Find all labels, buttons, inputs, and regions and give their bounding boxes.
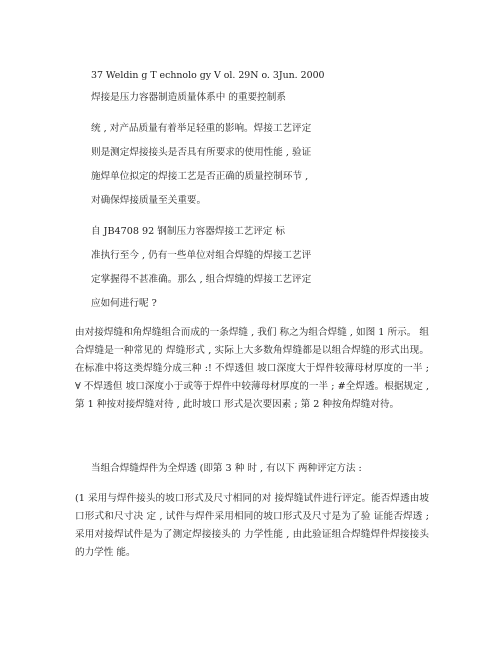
intro-line: 定掌握得不甚准确。那么 , 组合焊缝的焊接工艺评定 <box>91 274 312 285</box>
journal-header: 37 Weldin g T echnolo gy V ol. 29N o. 3Jun. 2000 <box>91 70 325 81</box>
intro-line: 自 JB4708 92 钢制压力容器焊接工艺评定 标 <box>91 226 286 237</box>
intro-line: 统 , 对产品质量有着举足轻重的影响。焊接工艺评定 <box>91 123 312 134</box>
intro-line: 对确保焊接质量至关重要。 <box>91 195 207 206</box>
intro-line: 则是测定焊接接头是否具有所要求的使用性能 , 验证 <box>91 147 312 158</box>
intro-line: 施焊单位拟定的焊接工艺是否正确的质量控制环节 , <box>91 171 309 182</box>
body-paragraph: 由对接焊缝和角焊缝组合而成的一条焊缝 , 我们 称之为组合焊缝 , 如图 1 所示。 组合焊缝是一种常见的 焊缝形式 , 实际上大多数角焊缝都是以组合焊缝的形式出现。在标准中将这类焊缝分成三种 :! 不焊透但 坡口深度大于焊件较薄母材厚度的一半 ; ∀ 不焊透但 坡口深度小于或等于焊件中较薄母材厚度的一半 ; #全焊透。根据规定 , 第 1 种按对接焊缝对待 , 此时坡口 形式是次要因素 ; 第 2 种按角焊缝对待。 <box>75 327 429 410</box>
intro-line: 应如何进行呢 ? <box>91 298 157 309</box>
intro-line: 焊接是压力容器制造质量体系中 的重要控制系 <box>91 92 286 103</box>
body-paragraph: (1 采用与焊件接头的坡口形式及尺寸相同的对 接焊缝试件进行评定。能否焊透由坡口形式和尺寸决 定 , 试件与焊件采用相同的坡口形式及尺寸是为了验 证能否焊透 ; 采用对接焊试件是为了测定焊接接头的 力学性能 , 由此验证组合焊缝焊件焊接接头的力学性 能。 <box>75 493 429 558</box>
body-paragraph: 当组合焊缝焊件为全焊透 (即第 3 种 时 , 有以下 两种评定方法 : <box>91 463 362 474</box>
intro-line: 准执行至今 , 仍有一些单位对组合焊缝的焊接工艺评 <box>91 250 312 261</box>
